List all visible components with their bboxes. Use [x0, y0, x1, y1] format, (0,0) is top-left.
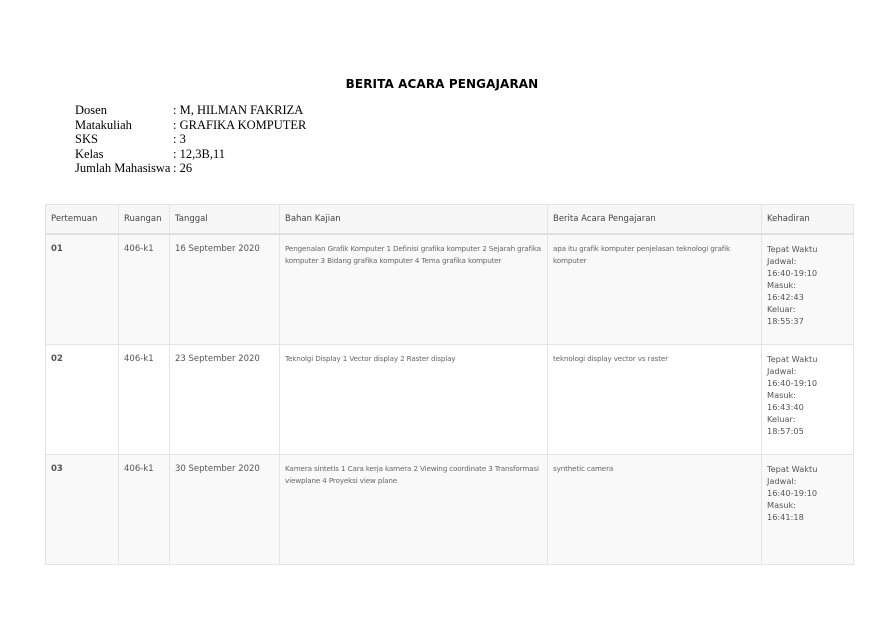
column-header-ruangan: Ruangan	[119, 205, 170, 235]
cell-kehadiran	[762, 234, 854, 345]
attendance-in-label: Masuk:	[767, 390, 797, 400]
cell-bahan-kajian: Pengenalan Grafik Komputer 1 Definisi grafika komputer 2 Sejarah grafika komputer 3 Bidang grafika komputer 4 Tema grafika komputer	[280, 234, 548, 345]
table-row	[46, 234, 854, 345]
attendance-in-time: 16:41:18	[767, 512, 804, 522]
attendance-in-label: Masuk:	[767, 500, 797, 510]
attendance-out-label: Keluar:	[767, 414, 796, 424]
info-row-matakuliah	[75, 118, 306, 133]
info-row-dosen	[75, 103, 306, 118]
cell-tanggal: 30 September 2020	[170, 455, 280, 565]
attendance-schedule-time: 16:40-19:10	[767, 268, 818, 278]
info-value: : 12,3B,11	[173, 147, 225, 162]
cell-pertemuan: 03	[46, 455, 119, 565]
info-value: : 26	[173, 161, 192, 176]
info-row-jumlah-mahasiswa	[75, 161, 306, 176]
column-header-berita-acara: Berita Acara Pengajaran	[548, 205, 762, 235]
attendance-status: Tepat Waktu	[767, 464, 818, 474]
info-value: : GRAFIKA KOMPUTER	[173, 118, 306, 133]
document-title: BERITA ACARA PENGAJARAN	[345, 77, 539, 91]
info-value: : M, HILMAN FAKRIZA	[173, 103, 303, 118]
teaching-record-table	[45, 204, 854, 565]
cell-berita-acara: apa itu grafik komputer penjelasan teknologi grafik komputer	[548, 234, 762, 345]
attendance-in-label: Masuk:	[767, 280, 797, 290]
attendance-schedule-label: Jadwal:	[767, 476, 797, 486]
attendance-schedule-label: Jadwal:	[767, 366, 797, 376]
cell-pertemuan: 01	[46, 234, 119, 345]
cell-ruangan: 406-k1	[119, 455, 170, 565]
course-info	[75, 103, 306, 176]
attendance-schedule-time: 16:40-19:10	[767, 488, 818, 498]
attendance-status: Tepat Waktu	[767, 354, 818, 364]
table-row	[46, 455, 854, 565]
attendance-out-label: Keluar:	[767, 304, 796, 314]
attendance-out-time: 18:57:05	[767, 426, 804, 436]
attendance-status: Tepat Waktu	[767, 244, 818, 254]
column-header-bahan-kajian: Bahan Kajian	[280, 205, 548, 235]
cell-tanggal: 23 September 2020	[170, 345, 280, 455]
info-value: : 3	[173, 132, 186, 147]
cell-ruangan: 406-k1	[119, 234, 170, 345]
table-row	[46, 345, 854, 455]
table-header-row	[46, 205, 854, 235]
info-label: Jumlah Mahasiswa	[75, 161, 171, 176]
cell-berita-acara: synthetic camera	[548, 455, 762, 565]
info-row-kelas	[75, 147, 306, 162]
column-header-kehadiran: Kehadiran	[762, 205, 854, 235]
attendance-schedule-time: 16:40-19:10	[767, 378, 818, 388]
cell-bahan-kajian: Kamera sintetis 1 Cara kerja kamera 2 Viewing coordinate 3 Transformasi viewplane 4 Proyeksi view plane	[280, 455, 548, 565]
cell-pertemuan: 02	[46, 345, 119, 455]
cell-bahan-kajian: Teknolgi Display 1 Vector display 2 Raster display	[280, 345, 548, 455]
info-label: SKS	[75, 132, 98, 147]
cell-ruangan: 406-k1	[119, 345, 170, 455]
info-label: Dosen	[75, 103, 107, 117]
attendance-in-time: 16:42:43	[767, 292, 804, 302]
info-label: Kelas	[75, 146, 104, 161]
column-header-pertemuan: Pertemuan	[46, 205, 119, 235]
attendance-in-time: 16:43:40	[767, 402, 804, 412]
info-row-sks	[75, 132, 306, 147]
cell-berita-acara: teknologi display vector vs raster	[548, 345, 762, 455]
attendance-schedule-label: Jadwal:	[767, 256, 797, 266]
cell-tanggal: 16 September 2020	[170, 234, 280, 345]
cell-kehadiran	[762, 455, 854, 565]
column-header-tanggal: Tanggal	[170, 205, 280, 235]
attendance-out-time: 18:55:37	[767, 316, 804, 326]
cell-kehadiran	[762, 345, 854, 455]
info-label: Matakuliah	[75, 117, 132, 132]
